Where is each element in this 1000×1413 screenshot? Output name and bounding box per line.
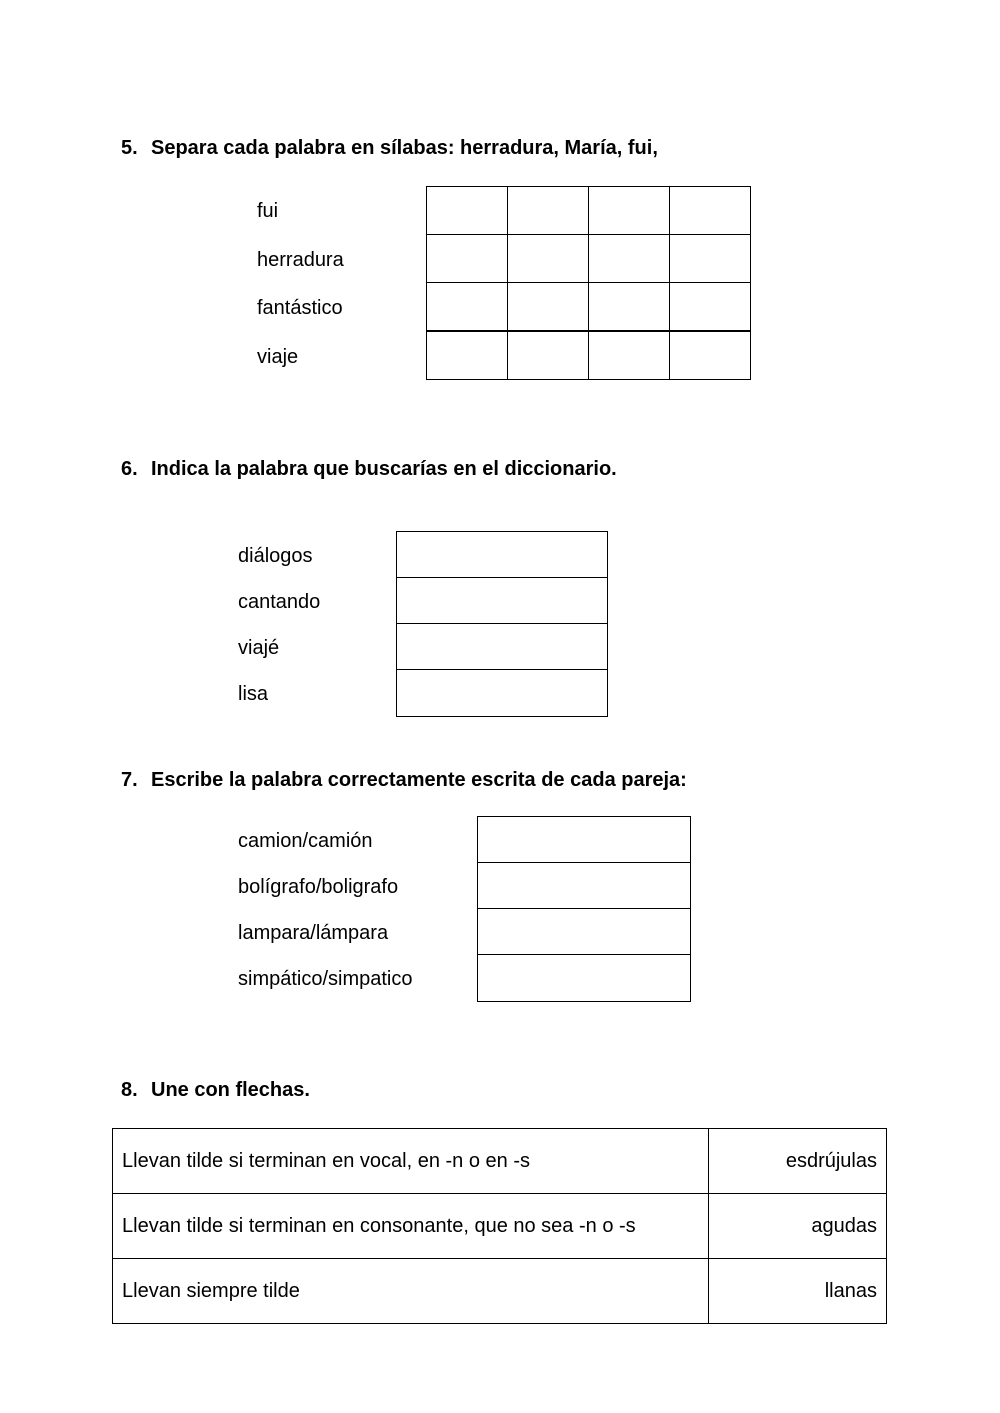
q5-word: fantástico xyxy=(257,297,343,319)
q6-word: viajé xyxy=(238,637,280,659)
rule-cell[interactable]: Llevan tilde si terminan en vocal, en -n o en -s xyxy=(113,1129,709,1194)
q7-word: camion/camión xyxy=(238,830,373,852)
q7-word: simpático/simpatico xyxy=(238,968,413,990)
syllable-box[interactable] xyxy=(588,186,670,235)
q6-answer-boxes xyxy=(396,531,608,717)
q7-word: lampara/lámpara xyxy=(238,922,389,944)
word-type-cell[interactable]: llanas xyxy=(709,1259,887,1324)
q5-syllable-grid xyxy=(426,186,751,380)
q6-title: Indica la palabra que buscarías en el diccionario. xyxy=(151,458,617,480)
answer-box[interactable] xyxy=(396,669,608,717)
table-row xyxy=(113,1194,887,1259)
syllable-box[interactable] xyxy=(507,186,589,235)
q8-matching-table xyxy=(112,1128,887,1324)
q5-word: herradura xyxy=(257,249,344,271)
syllable-box[interactable] xyxy=(507,234,589,283)
syllable-box[interactable] xyxy=(507,282,589,331)
q6-number: 6. xyxy=(121,458,138,480)
syllable-box[interactable] xyxy=(426,234,508,283)
q6-word: diálogos xyxy=(238,545,313,567)
answer-box[interactable] xyxy=(477,908,691,955)
answer-box[interactable] xyxy=(396,623,608,670)
syllable-box[interactable] xyxy=(669,186,751,235)
answer-box[interactable] xyxy=(396,577,608,624)
syllable-box[interactable] xyxy=(507,331,589,380)
answer-box[interactable] xyxy=(477,954,691,1002)
word-type-cell[interactable]: agudas xyxy=(709,1194,887,1259)
syllable-box[interactable] xyxy=(669,331,751,380)
q6-heading xyxy=(121,457,617,481)
syllable-box[interactable] xyxy=(669,282,751,331)
word-type-cell[interactable]: esdrújulas xyxy=(709,1129,887,1194)
q7-heading xyxy=(121,768,687,792)
q7-number: 7. xyxy=(121,769,138,791)
syllable-box[interactable] xyxy=(588,282,670,331)
answer-box[interactable] xyxy=(477,862,691,909)
q8-number: 8. xyxy=(121,1079,138,1101)
syllable-box[interactable] xyxy=(426,331,508,380)
q7-word: bolígrafo/boligrafo xyxy=(238,876,399,898)
rule-cell[interactable]: Llevan tilde si terminan en consonante, que no sea -n o -s xyxy=(113,1194,709,1259)
answer-box[interactable] xyxy=(396,531,608,578)
q5-heading xyxy=(121,136,658,160)
q5-word: viaje xyxy=(257,346,299,368)
syllable-box[interactable] xyxy=(588,234,670,283)
q6-word: lisa xyxy=(238,683,269,705)
syllable-box[interactable] xyxy=(588,331,670,380)
syllable-box[interactable] xyxy=(426,186,508,235)
q5-number: 5. xyxy=(121,137,138,159)
q8-heading xyxy=(121,1078,310,1102)
q8-title: Une con flechas. xyxy=(151,1079,310,1101)
q5-title: Separa cada palabra en sílabas: herradura, María, fui, xyxy=(151,137,658,159)
rule-cell[interactable]: Llevan siempre tilde xyxy=(113,1259,709,1324)
syllable-box[interactable] xyxy=(426,282,508,331)
q7-answer-boxes xyxy=(477,816,691,1002)
syllable-box[interactable] xyxy=(669,234,751,283)
q5-word: fui xyxy=(257,200,279,222)
answer-box[interactable] xyxy=(477,816,691,863)
q6-word: cantando xyxy=(238,591,321,613)
table-row xyxy=(113,1129,887,1194)
q7-title: Escribe la palabra correctamente escrita de cada pareja: xyxy=(151,769,687,791)
table-row xyxy=(113,1259,887,1324)
